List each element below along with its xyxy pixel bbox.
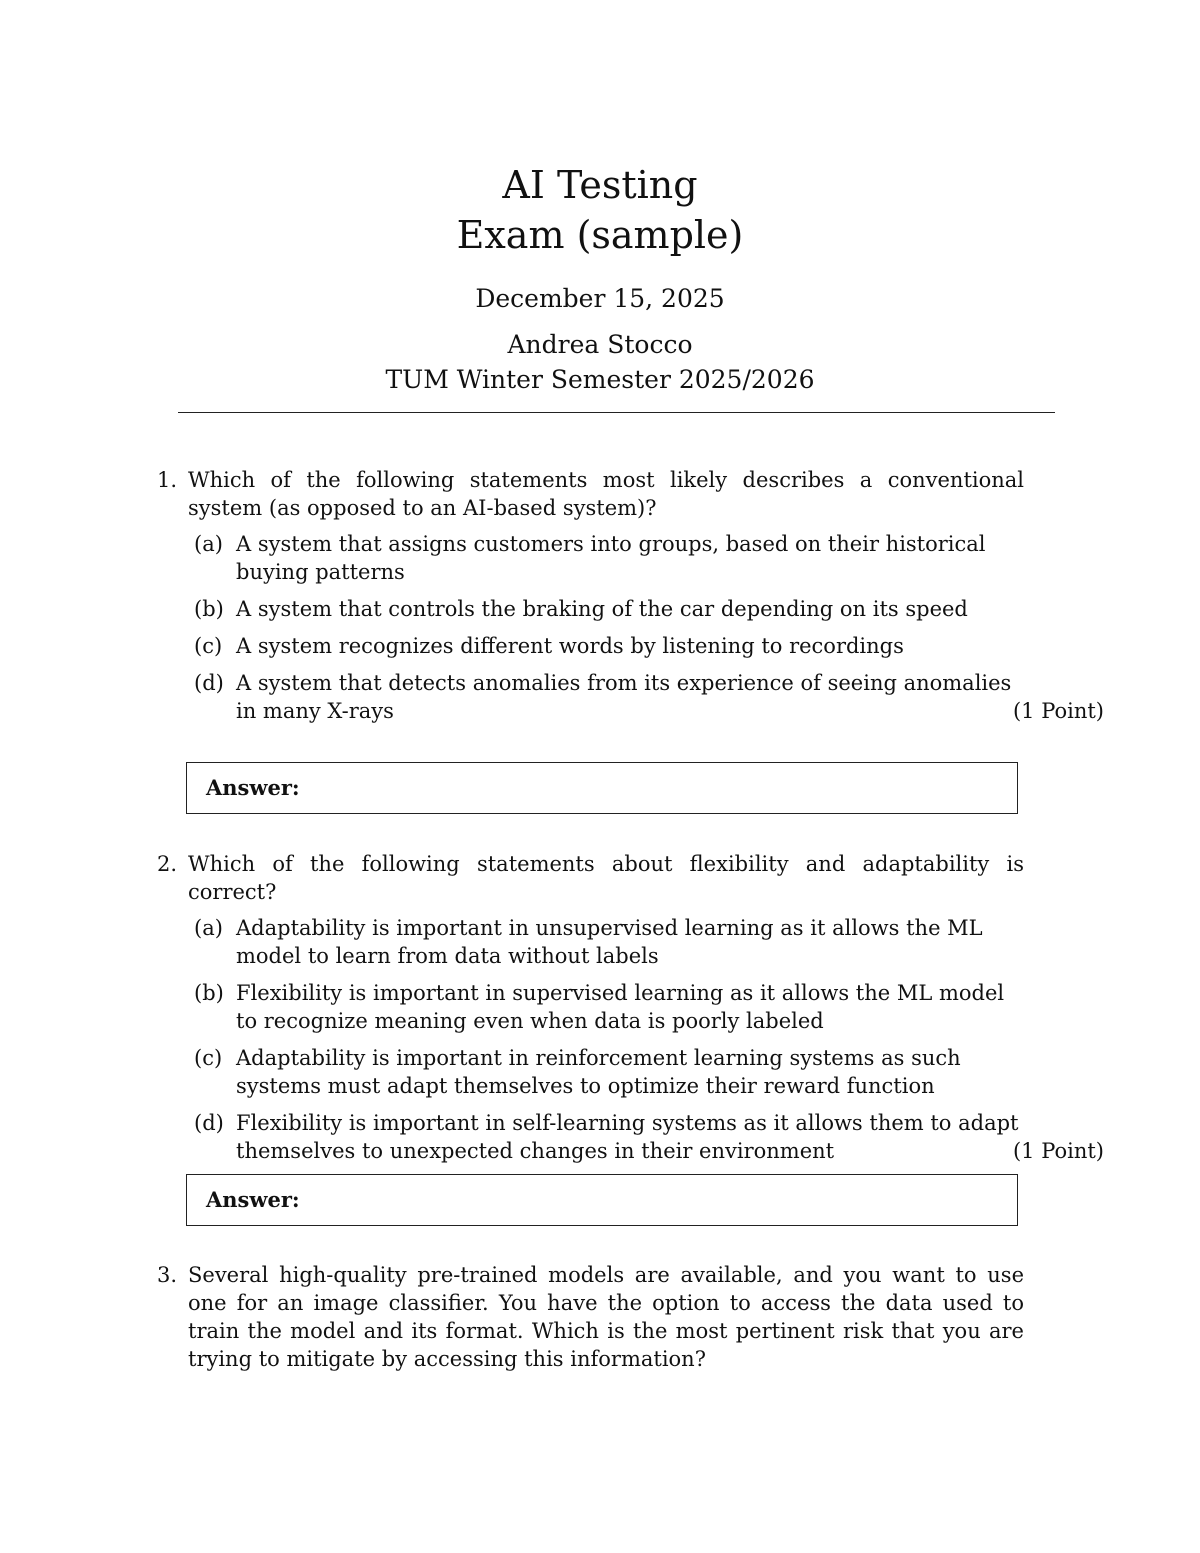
option-label: (d) (194, 1111, 224, 1135)
option-label: (a) (194, 916, 223, 940)
option-label: (a) (194, 532, 223, 556)
option-label: (c) (194, 1046, 223, 1070)
question-text: Several high-quality pre-trained models are available, and you want to use one for an image classifier. You have the option to access the data used to train the model and its format. Which is the most pertinent risk that you are trying to mitigate by accessing this information? (188, 1263, 1024, 1371)
option-label: (b) (194, 597, 224, 621)
option-text: A system that detects anomalies from its experience of seeing anomalies in many X-rays (236, 671, 1012, 723)
question-1 (157, 466, 1104, 734)
option-d (188, 1109, 1104, 1165)
option-text: A system that assigns customers into groups, based on their historical buying patterns (236, 532, 986, 584)
points-label: (1 Point) (1012, 699, 1104, 723)
option-text: Adaptability is important in unsupervised learning as it allows the ML model to learn from data without labels (236, 916, 983, 968)
option-list (188, 530, 1104, 725)
option-text: A system recognizes different words by listening to recordings (236, 634, 904, 658)
option-label: (b) (194, 981, 224, 1005)
title-block (0, 160, 1200, 398)
option-text: Adaptability is important in reinforcement learning systems as such systems must adapt themselves to optimize their reward function (236, 1046, 961, 1098)
option-c (188, 1044, 1026, 1100)
question-number: 1. (157, 468, 178, 492)
answer-box-2[interactable] (186, 1174, 1018, 1226)
question-text: Which of the following statements about flexibility and adaptability is correct? (188, 852, 1024, 904)
points-label: (1 Point) (1012, 1139, 1104, 1163)
question-3 (157, 1261, 1027, 1373)
answer-label: Answer: (206, 775, 300, 800)
answer-box-1[interactable] (186, 762, 1018, 814)
option-text: A system that controls the braking of the car depending on its speed (236, 597, 968, 621)
option-label: (c) (194, 634, 223, 658)
document-author: Andrea Stocco (507, 330, 693, 359)
option-c (188, 632, 1026, 660)
option-a (188, 914, 1026, 970)
question-number: 3. (157, 1263, 178, 1287)
question-number: 2. (157, 852, 178, 876)
question-2 (157, 850, 1104, 1174)
option-b (188, 595, 1026, 623)
option-text: Flexibility is important in supervised learning as it allows the ML model to recognize meaning even when data is poorly labeled (236, 981, 1005, 1033)
option-text: Flexibility is important in self-learning systems as it allows them to adapt themselves to unexpected changes in their environment (236, 1111, 1019, 1163)
document-subtitle: Exam (sample) (456, 213, 744, 257)
option-d (188, 669, 1104, 725)
option-label: (d) (194, 671, 224, 695)
question-text: Which of the following statements most likely describes a conventional system (as opposed to an AI-based system)? (188, 468, 1024, 520)
option-b (188, 979, 1026, 1035)
document-institution: TUM Winter Semester 2025/2026 (385, 365, 815, 394)
document-title: AI Testing (502, 163, 698, 207)
title-divider (178, 412, 1055, 413)
answer-label: Answer: (206, 1187, 300, 1212)
option-list (188, 914, 1104, 1165)
option-a (188, 530, 1026, 586)
document-date: December 15, 2025 (475, 284, 725, 313)
